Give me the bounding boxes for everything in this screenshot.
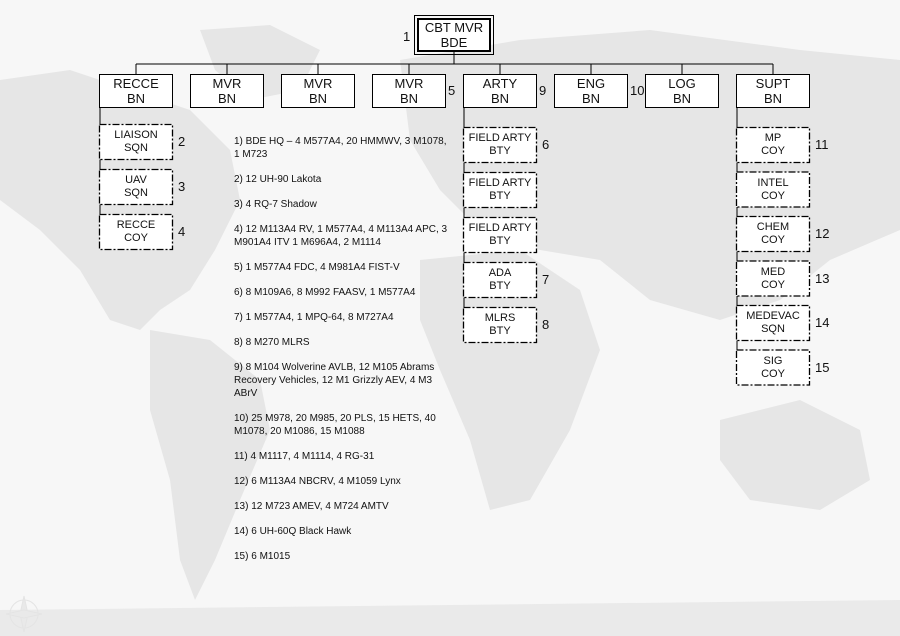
equipment-note: 2) 12 UH-90 Lakota (234, 174, 322, 185)
supt-unit-box: MEDEVAC SQN (746, 310, 800, 335)
supt-unit-box: INTEL COY (757, 176, 789, 202)
equipment-note: 10) 25 M978, 20 M985, 20 PLS, 15 HETS, 40 M1078, 20 M1086, 15 M1088 (234, 413, 436, 437)
supt-unit-number: 15 (815, 359, 830, 375)
arty-unit-number: 7 (542, 272, 550, 287)
battalion-number: 5 (448, 83, 456, 98)
supt-unit-number: 11 (815, 137, 829, 152)
equipment-note: 1) BDE HQ – 4 M577A4, 20 HMMWV, 3 M1078, 1 M723 (234, 136, 447, 160)
recce-unit-number: 4 (178, 224, 186, 239)
battalion-box-arty: ARTY BN (463, 74, 537, 108)
equipment-note: 3) 4 RQ-7 Shadow (234, 199, 317, 210)
equipment-note: 15) 6 M1015 (234, 551, 291, 562)
supt-unit-box: MP COY (761, 132, 785, 157)
supt-unit-number: 12 (815, 226, 830, 241)
recce-unit-box: RECCE COY (116, 219, 156, 244)
hq-number: 1 (403, 29, 411, 44)
equipment-note: 6) 8 M109A6, 8 M992 FAASV, 1 M577A4 (234, 287, 416, 298)
supt-unit-number: 14 (815, 315, 830, 330)
supt-unit-number: 13 (815, 270, 830, 286)
equipment-note: 11) 4 M1117, 4 M1114, 4 RG-31 (234, 451, 375, 462)
supt-unit-box: SIG COY (761, 354, 785, 380)
brigade-hq-box: CBT MVR BDE (417, 18, 491, 52)
arty-unit-box: MLRS BTY (484, 312, 516, 337)
battalion-box-mvr3: MVR BN (372, 74, 446, 108)
battalion-box-eng: ENG BN (554, 74, 628, 108)
supt-unit-box: MED COY (760, 265, 786, 291)
arty-unit-box: FIELD ARTY BTY (468, 132, 532, 157)
battalion-number: 10 (630, 83, 645, 98)
arty-unit-box: FIELD ARTY BTY (468, 222, 532, 247)
equipment-note: 12) 6 M113A4 NBCRV, 4 M1059 Lynx (234, 476, 401, 487)
supt-unit-box: CHEM COY (756, 221, 790, 246)
battalion-box-mvr1: MVR BN (190, 74, 264, 108)
recce-unit-box: LIAISON SQN (114, 129, 158, 154)
equipment-note: 14) 6 UH-60Q Black Hawk (234, 526, 352, 537)
equipment-note: 8) 8 M270 MLRS (234, 337, 310, 348)
equipment-note: 4) 12 M113A4 RV, 1 M577A4, 4 M113A4 APC, 3 M901A4 ITV 1 M696A4, 2 M1114 (234, 224, 448, 248)
equipment-note: 9) 8 M104 Wolverine AVLB, 12 M105 Abrams Recovery Vehicles, 12 M1 Grizzly AEV, 4 M3 ABrV (234, 362, 435, 399)
arty-unit-number: 6 (542, 137, 550, 152)
battalion-box-supt: SUPT BN (736, 74, 810, 108)
arty-unit-box: FIELD ARTY BTY (468, 177, 532, 202)
battalion-box-recce: RECCE BN (99, 74, 173, 108)
equipment-note: 5) 1 M577A4 FDC, 4 M981A4 FIST-V (234, 262, 400, 273)
recce-unit-number: 2 (178, 134, 186, 149)
arty-unit-number: 8 (542, 317, 550, 332)
recce-unit-number: 3 (178, 179, 186, 194)
battalion-box-log: LOG BN (645, 74, 719, 108)
battalion-box-mvr2: MVR BN (281, 74, 355, 108)
equipment-notes-list (234, 135, 454, 575)
recce-unit-box: UAV SQN (124, 174, 148, 199)
arty-unit-box: ADA BTY (488, 267, 512, 292)
equipment-note: 13) 12 M723 AMEV, 4 M724 AMTV (234, 501, 389, 512)
battalion-number: 9 (539, 83, 547, 98)
equipment-note: 7) 1 M577A4, 1 MPQ-64, 8 M727A4 (234, 312, 394, 323)
